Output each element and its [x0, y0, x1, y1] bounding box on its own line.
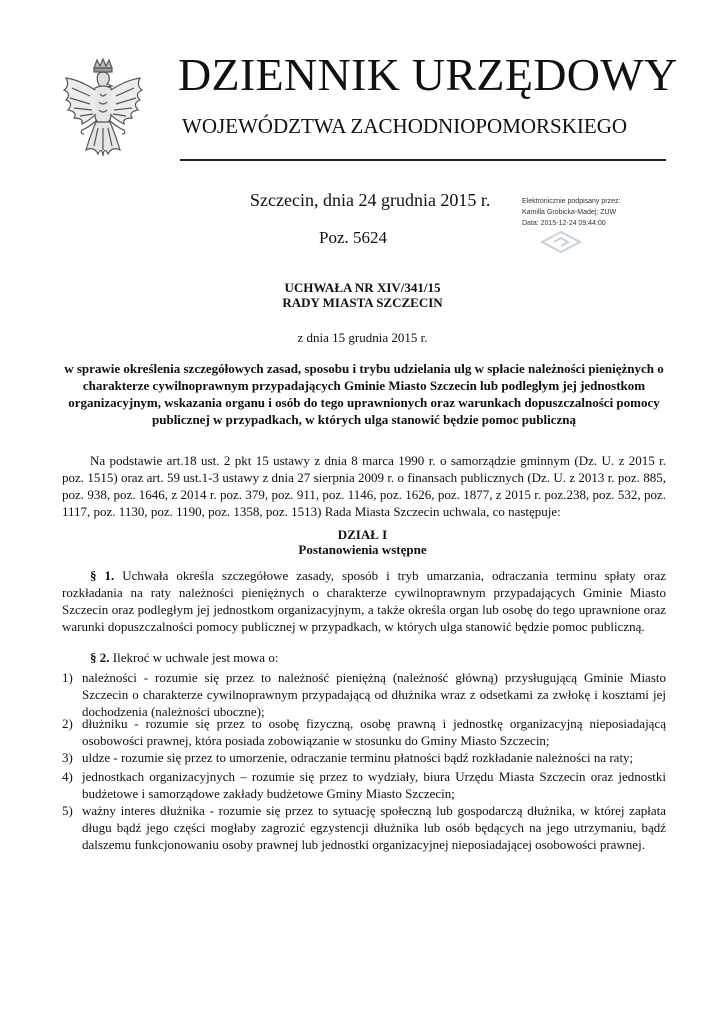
resolution-subject: w sprawie określenia szczegółowych zasad, sposobu i trybu udzielania ulg w spłacie należności pieniężnych o charakterze cywilnoprawnym przypadających Gminie Miasto Szczecin lub podległym jej jednostkom organizacyjnym, wskazania organu i osób do tego uprawnionych oraz warunkach dopuszczalności pomocy publicznej w przypadkach, w których ulga stanowić będzie pomoc publiczną	[64, 361, 664, 427]
position-number: Poz. 5624	[319, 228, 387, 247]
resolution-date: z dnia 15 grudnia 2015 r.	[297, 330, 428, 345]
paragraph-1-mark: § 1.	[90, 568, 115, 583]
resolution-council: RADY MIASTA SZCZECIN	[282, 295, 443, 310]
section-subtitle: Postanowienia wstępne	[298, 542, 427, 557]
definition-number: 1)	[62, 670, 73, 685]
electronic-signature-block	[522, 196, 662, 256]
definition-number: 5)	[62, 803, 73, 818]
definition-text: uldze - rozumie się przez to umorzenie, odraczanie terminu płatności bądź rozkładanie należności na raty;	[82, 750, 634, 765]
definition-item	[62, 749, 666, 766]
signature-line-3: Data: 2015-12-24 09:44:00	[522, 220, 606, 227]
definition-item	[62, 715, 666, 749]
header-divider	[180, 159, 666, 161]
definition-number: 2)	[62, 716, 73, 731]
legal-basis-paragraph: Na podstawie art.18 ust. 2 pkt 15 ustawy z dnia 8 marca 1990 r. o samorządzie gminnym (Dz. U. z 2015 r. poz. 1515) oraz art. 59 ust.1-3 ustawy z dnia 27 sierpnia 2009 r. o finansach publicznych (Dz. U. z 2013 r. poz. 885, poz. 938, poz. 1646, z 2014 r. poz. 379, poz. 911, poz. 1146, poz. 1626, poz. 1877, z 2015 r. poz.238, poz. 532, poz. 1117, poz. 1130, poz. 1190, poz. 1358, poz. 1513) Rada Miasta Szczecin uchwala, co następuje:	[62, 453, 666, 519]
definition-number: 4)	[62, 769, 73, 784]
signature-line-1: Elektronicznie podpisany przez:	[522, 198, 621, 205]
paragraph-2	[62, 649, 666, 666]
definition-number: 3)	[62, 750, 73, 765]
polish-eagle-emblem-icon	[60, 58, 146, 164]
resolution-number: UCHWAŁA NR XIV/341/15	[284, 280, 441, 295]
definition-text: ważny interes dłużnika - rozumie się przez to sytuację społeczną lub gospodarczą dłużnika, w której zapłata długu bądź jego części mogłaby zagrozić egzystencji dłużnika lub osób będących na jego utrzymaniu, bądź dalszemu funkcjonowaniu osoby prawnej lub jednostki organizacyjnej nieposiadającej osobowości prawnej.	[82, 803, 666, 852]
definition-item	[62, 768, 666, 802]
paragraph-1	[62, 567, 666, 635]
gazette-title: DZIENNIK URZĘDOWY	[178, 49, 678, 100]
section-title: DZIAŁ I	[337, 527, 388, 542]
gazette-subtitle: WOJEWÓDZTWA ZACHODNIOPOMORSKIEGO	[182, 114, 628, 138]
paragraph-2-mark: § 2.	[90, 650, 110, 665]
paragraph-2-text: Ilekroć w uchwale jest mowa o:	[109, 650, 279, 665]
definition-text: dłużniku - rozumie się przez to osobę fizyczną, osobę prawną i jednostkę organizacyjną nieposiadającą osobowości prawnej, która posiada zobowiązanie w stosunku do Gminy Miasto Szczecin;	[82, 716, 666, 748]
definition-item	[62, 802, 666, 853]
signature-stamp-icon	[536, 230, 586, 254]
paragraph-1-text: Uchwała określa szczegółowe zasady, sposób i tryb umarzania, odraczania terminu spłaty oraz rozkładania na raty należności pieniężnych o charakterze cywilnoprawnym przypadających Gminie Miasto Szczecin oraz podległym jej jednostkom organizacyjnym, a także określa organ lub osobę do tego uprawnione oraz warunki dopuszczalności pomocy publicznej w przypadkach, w których ulga stanowić będzie pomoc publiczną.	[62, 568, 667, 634]
definition-text: należności - rozumie się przez to należność pieniężną (należność główną) przysługującą Gminie Miasto Szczecin o charakterze cywilnoprawnym przypadającą od dłużnika wraz z odsetkami za zwłokę i kosztami jej dochodzenia (należności uboczne);	[82, 670, 666, 719]
definition-item	[62, 669, 666, 720]
signature-line-2: Kamilla Grobicka-Madej; ZUW	[522, 209, 617, 216]
place-and-date: Szczecin, dnia 24 grudnia 2015 r.	[250, 190, 491, 210]
definition-text: jednostkach organizacyjnych – rozumie się przez to wydziały, biura Urzędu Miasta Szczecin oraz jednostki budżetowe i samorządowe zakłady budżetowe Gminy Miasto Szczecin;	[82, 769, 666, 801]
